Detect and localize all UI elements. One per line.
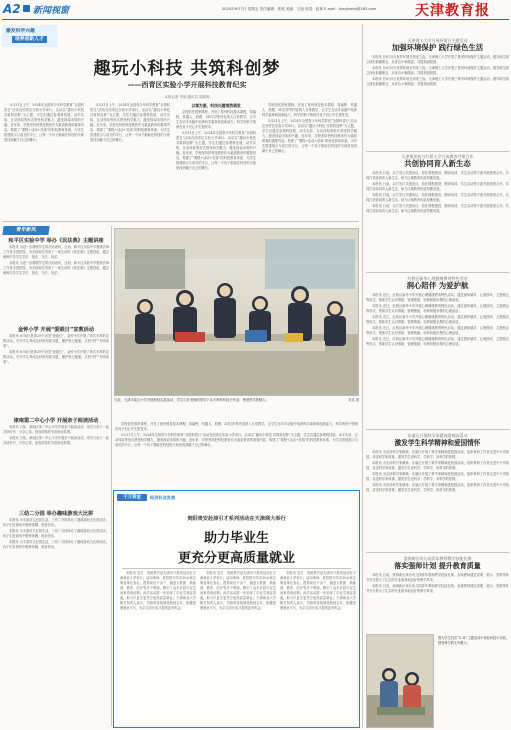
band-label (2, 226, 49, 235)
featured-body-col2: 本报讯 近日，贵阳贵安赴天津引才系列活动在天津商业大学举行。活动现场，贵阳贵安共有50余家企事业单位参会，提供岗位千余个，涵盖大数据、新能源、教育、医疗等多个领域，吸引了众多应届毕业生前来咨询应聘。此次活动进一步拓宽了毕业生就业渠道，助力毕业生更充分更高质量就业。天津商业大学相关负责人表示，学校将持续深化校地合作，积极搭建就业平台，为学生成长成才提供更多机会。 (200, 571, 276, 610)
divider-vertical-left (111, 226, 112, 726)
article-body-col1 (4, 103, 84, 219)
right-article-1 (366, 38, 509, 148)
right-column (366, 24, 509, 730)
article-body-col3 (176, 103, 256, 219)
article-body-col4 (262, 103, 357, 219)
short-news-title: 津南第二中心小学 开展亲子阅读活动 (13, 418, 99, 424)
classroom-photo-image (115, 229, 359, 396)
topic-banner (2, 25, 58, 47)
section-heading: 以课为基，科技兴趣悄然萌发 (191, 103, 241, 108)
article-kicker: 天津集团校与红桥小学合成教育共建合作 (401, 154, 474, 159)
section-name: 新闻视窗 (33, 6, 70, 16)
article-kicker: 天津理工大学开展环境日主题活动 (407, 38, 468, 43)
article-body: 本报讯 日前，滨海新区举办幼儿园青年教师教学技能比赛，参赛教师通过说课、展示、答辩等环节充分展示了扎实的专业素养和良好的教学风采。 本报讯 日前，滨海新区举办幼儿园青年教师教学技能比赛，参赛教师通过说课、展示、答辩等环节充分展示了扎实的专业素养和良好的教学风采。 (366, 573, 509, 593)
article-headline: 落实强师计划 提升教育质量 (394, 562, 481, 570)
article-paragraph: 学校依托国家课程，开发了系列科技校本课程，将编程、机器人、航模、3D打印等内容纳入日常教学，让学生在动手动脑中培养科学素养和创新能力，科学的种子悄悄在孩子们心中生根发芽。 (262, 103, 357, 117)
date-info: 2024年6月7日 星期五 责任编辑：张悦 美编：王朋 视觉：赵林 E-mail：tianjinedu@163.com (222, 7, 377, 11)
article-headline: 润心陪伴 为爱护航 (406, 281, 469, 290)
featured-body-col3: 本报讯 近日，贵阳贵安赴天津引才系列活动在天津商业大学举行。活动现场，贵阳贵安共有50余家企事业单位参会，提供岗位千余个，涵盖大数据、新能源、教育、医疗等多个领域，吸引了众多应届毕业生前来咨询应聘。此次活动进一步拓宽了毕业生就业渠道，助力毕业生更充分更高质量就业。天津商业大学相关负责人表示，学校将持续深化校地合作，积极搭建就业平台，为学生成长成才提供更多机会。 (280, 571, 356, 610)
main-headline: 趣玩小科技 共筑科创梦 (93, 59, 281, 79)
right-article-3 (366, 276, 509, 426)
divider-left-top (2, 221, 359, 222)
photo-caption (114, 398, 359, 420)
featured-tag-text: 经济社会发展 (150, 495, 176, 500)
short-news-item (3, 238, 109, 323)
right-article-5 (366, 556, 509, 632)
banner-line-1: 激发科学兴趣 (6, 29, 35, 34)
article-body: 本报讯 近日，红桥区新华小学开展心理健康教育特色活动，通过团体辅导、心理游戏、主题班会等形式，帮助学生认识情绪、管理情绪，培养积极乐观的心理品质。 本报讯 近日，红桥区新华小学开展心理健康教育特色活动，通过团体辅导、心理游戏、主题班会等形式，帮助学生认识情绪、管理情绪，培养积极乐观的心理品质。 本报讯 近日，红桥区新华小学开展心理健康教育特色活动，通过团体辅导、心理游戏、主题班会等形式，帮助学生认识情绪、管理情绪，培养积极乐观的心理品质。 本报讯 近日，红桥区新华小学开展心理健康教育特色活动，通过团体辅导、心理游戏、主题班会等形式，帮助学生认识情绪、管理情绪，培养积极乐观的心理品质。 本报讯 近日，红桥区新华小学开展心理健康教育特色活动，通过团体辅导、心理游戏、主题班会等形式，帮助学生认识情绪、管理情绪，培养积极乐观的心理品质。 (366, 293, 509, 346)
featured-rule (122, 568, 351, 569)
article-paragraph: 5月31日上午，2024年全国青少年科学教育“全国科普日”活动在西青区实验小学举行。活动以“趣玩小科技 共筑科创梦”为主题，学生们通过参观科技展、动手实验、互动体验等形式感受科学魅力，激发探索未知的兴趣。近年来，学校坚持把科技教育作为素质教育的重要内容，构建了“课程+活动+竞赛”的科技教育体系，为学生搭建展示与成长的平台，让每一个孩子都能在科技的天地里找到属于自己的舞台。 (4, 103, 84, 142)
divider-vertical-right (362, 24, 363, 728)
right-photo-caption: 图为学生们在“5.31”主题活动中体验科技小实验，感受科学的无穷魅力。 (438, 636, 509, 645)
article-paragraph: 学校依托国家课程，开发了系列科技校本课程，将编程、机器人、航模、3D打印等内容纳入日常教学，让学生在动手动脑中培养科学素养和创新能力，科学的种子悄悄在孩子们心中生根发芽。 (176, 110, 256, 129)
left-top-article (2, 24, 359, 220)
short-news-body: 本报讯 日前，津南区第二中心小学开展亲子阅读活动，家长与孩子一起共读好书、分享心得，营造浓厚的书香家庭氛围。 本报讯 日前，津南区第二中心小学开展亲子阅读活动，家长与孩子一起共读好书、分享心得，营造浓厚的书香家庭氛围。 (3, 425, 109, 445)
header-rule (2, 19, 509, 20)
right-bottom-photo (366, 634, 434, 728)
article-paragraph: 5月31日上午，2024年全国青少年科学教育“全国科普日”活动在西青区实验小学举行。活动以“趣玩小科技 共筑科创梦”为主题，学生们通过参观科技展、动手实验、互动体验等形式感受科学魅力，激发探索未知的兴趣。近年来，学校坚持把科技教育作为素质教育的重要内容，构建了“课程+活动+竞赛”的科技教育体系，为学生搭建展示与成长的平台，让每一个孩子都能在科技的天地里找到属于自己的舞台。 (176, 131, 256, 170)
article-body: 本报讯 日前，双方签订共建协议，将在课程建设、教师培训、学生活动等方面开展深度合作，共同打造协同育人新生态，助力区域教育优质均衡发展。 本报讯 日前，双方签订共建协议，将在课程建设、教师培训、学生活动等方面开展深度合作，共同打造协同育人新生态，助力区域教育优质均衡发展。 本报讯 日前，双方签订共建协议，将在课程建设、教师培训、学生活动等方面开展深度合作，共同打造协同育人新生态，助力区域教育优质均衡发展。 本报讯 日前，双方签订共建协议，将在课程建设、教师培训、学生活动等方面开展深度合作，共同打造协同育人新生态，助力区域教育优质均衡发展。 (366, 171, 509, 213)
article-paragraph: 5月31日上午，2024年全国青少年科学教育“全国科普日”活动在西青区实验小学举行。活动以“趣玩小科技 共筑科创梦”为主题，学生们通过参观科技展、动手实验、互动体验等形式感受科学魅力，激发探索未知的兴趣。近年来，学校坚持把科技教育作为素质教育的重要内容，构建了“课程+活动+竞赛”的科技教育体系，为学生搭建展示与成长的平台，让每一个孩子都能在科技的天地里找到属于自己的舞台。 (90, 103, 170, 142)
right-divider (366, 552, 509, 553)
right-photo-image (367, 635, 434, 728)
short-news-body: 本报讯 为丰富幼儿在园生活，三幼二分园举办了趣味游戏大比拼活动，孩子们在游戏中锻炼体魄、收获快乐。 本报讯 为丰富幼儿在园生活，三幼二分园举办了趣味游戏大比拼活动，孩子们在游戏中锻炼体魄、收获快乐。 本报讯 为丰富幼儿在园生活，三幼二分园举办了趣味游戏大比拼活动，孩子们在游戏中锻炼体魄、收获快乐。 (3, 518, 109, 549)
right-divider (366, 151, 509, 152)
short-news-column (3, 238, 109, 728)
byline: 本报记者 毕欣 通讯员 周婷婷 (164, 95, 210, 99)
article-body: 本报讯 在6月5日世界环境日到来之际，天津理工大学开展了系列环境保护主题活动，倡导师生树立绿色低碳理念，从身边小事做起，共建美丽校园。 本报讯 在6月5日世界环境日到来之际，天津理工大学开展了系列环境保护主题活动，倡导师生树立绿色低碳理念，从身边小事做起，共建美丽校园。 本报讯 在6月5日世界环境日到来之际，天津理工大学开展了系列环境保护主题活动，倡导师生树立绿色低碳理念，从身边小事做起，共建美丽校园。 (366, 55, 509, 86)
page-code-badge (23, 5, 30, 12)
band-label-text: 青年新风 (15, 227, 37, 233)
featured-headline-line2: 更充分更高质量就业 (177, 551, 295, 566)
short-news-title: 三幼二分园 举办趣味游戏大比拼 (18, 511, 94, 517)
short-news-title: 和平区实验中学 举办《民法典》主题讲座 (8, 238, 104, 244)
sub-headline: ——西青区实验小学开展科技教育纪实 (127, 80, 247, 89)
paper-name: 天津教育报 (415, 3, 490, 19)
featured-box (113, 490, 360, 728)
page-header (0, 0, 511, 22)
short-news-title: 金钟小学 开展“爱眼日”宣教活动 (17, 327, 95, 333)
article-headline: 激发学生科学精神和爱国情怀 (394, 439, 481, 447)
featured-kicker: 贵阳贵安赴津引才系列活动在天津商大举行 (187, 516, 286, 522)
article-headline: 加强环境保护 践行绿色生活 (391, 43, 484, 52)
right-article-2 (366, 154, 509, 264)
article-paragraph: 5月31日上午，2024年全国青少年科学教育“全国科普日”活动在西青区实验小学举行。活动以“趣玩小科技 共筑科创梦”为主题，学生们通过参观科技展、动手实验、互动体验等形式感受科学魅力，激发探索未知的兴趣。近年来，学校坚持把科技教育作为素质教育的重要内容，构建了“课程+活动+竞赛”的科技教育体系，为学生搭建展示与成长的平台，让每一个孩子都能在科技的天地里找到属于自己的舞台。 (262, 119, 357, 153)
right-article-4 (366, 433, 509, 548)
featured-tag: 千万资金 (117, 494, 147, 501)
short-news-body: 本报讯 6月6日是第29个全国“爱眼日”，金钟小学开展了形式多样的宣教活动，引导学生养成良好的用眼习惯，保护视力健康，共同守护“光明未来”。 本报讯 6月6日是第29个全国“爱眼日”，金钟小学开展了形式多样的宣教活动，引导学生养成良好的用眼习惯，保护视力健康，共同守护“光明未来”。 (3, 334, 109, 364)
article-headline: 共创协同育人新生态 (404, 159, 471, 168)
article-kicker: 红桥区新华心理健康教育特色活动 (407, 276, 468, 281)
photo-caption-text: 日前，天津市某区小学开展科技实践活动，学生们在老师的指导下动手制作科技小作品，感受科学的魅力。 (114, 398, 269, 402)
featured-headline-line1: 助力毕业生 (203, 531, 269, 546)
mid-left-text: 学校依托国家课程，开发了系列科技校本课程，将编程、机器人、航模、3D打印等内容纳入日常教学，让学生在动手动脑中培养科学素养和创新能力，科学的种子悄悄在孩子们心中生根发芽。 5月31日上午，2024年全国青少年科学教育“全国科普日”活动在西青区实验小学举行。活动以“趣玩小科技 共筑科创梦”为主题，学生们通过参观科技展、动手实验、互动体验等形式感受科学魅力，激发探索未知的兴趣。近年来，学校坚持把科技教育作为素质教育的重要内容，构建了“课程+活动+竞赛”的科技教育体系，为学生搭建展示与成长的平台，让每一个孩子都能在科技的天地里找到属于自己的舞台。 (115, 422, 358, 447)
article-kicker: 东丽区开展科学家精神进校园活动 (407, 433, 468, 438)
photo-credit: 刘某 摄 (348, 398, 359, 402)
featured-body-col1: 本报讯 近日，贵阳贵安赴天津引才系列活动在天津商业大学举行。活动现场，贵阳贵安共有50余家企事业单位参会，提供岗位千余个，涵盖大数据、新能源、教育、医疗等多个领域，吸引了众多应届毕业生前来咨询应聘。此次活动进一步拓宽了毕业生就业渠道，助力毕业生更充分更高质量就业。天津商业大学相关负责人表示，学校将持续深化校地合作，积极搭建就业平台，为学生成长成才提供更多机会。 (120, 571, 196, 610)
short-news-item (3, 511, 109, 628)
short-news-item (3, 327, 109, 414)
classroom-photo (114, 228, 359, 396)
right-divider (366, 429, 509, 430)
short-news-body: 本报讯 为进一步增强学生的法治意识，日前，和平区实验中学邀请法律工作者走进校园，为全校师生带来了一场生动的《民法典》主题讲座，通过案例引导学生学法、知法、守法、用法。 本报讯 为进一步增强学生的法治意识，日前，和平区实验中学邀请法律工作者走进校园，为全校师生带来了一场生动的《民法典》主题讲座，通过案例引导学生学法、知法、守法、用法。 (3, 245, 109, 275)
article-body: 本报讯 为弘扬科学家精神，东丽区开展了科学家精神进校园活动，组织科研工作者走进中小学校园，讲述科学家故事，激发学生爱科学、学科学、用科学的热情。 本报讯 为弘扬科学家精神，东丽区开展了科学家精神进校园活动，组织科研工作者走进中小学校园，讲述科学家故事，激发学生爱科学、学科学、用科学的热情。 本报讯 为弘扬科学家精神，东丽区开展了科学家精神进校园活动，组织科研工作者走进中小学校园，讲述科学家故事，激发学生爱科学、学科学、用科学的热情。 本报讯 为弘扬科学家精神，东丽区开展了科学家精神进校园活动，组织科研工作者走进中小学校园，讲述科学家故事，激发学生爱科学、学科学、用科学的热情。 (366, 450, 509, 492)
short-news-item (3, 418, 109, 507)
article-kicker: 滨海新区幼儿园青年教师教学技能比赛 (403, 556, 472, 561)
page-code: A2 (3, 2, 21, 16)
right-divider (366, 272, 509, 273)
article-body-col2 (90, 103, 170, 219)
banner-line-2: 培养创新人才 (12, 36, 47, 43)
